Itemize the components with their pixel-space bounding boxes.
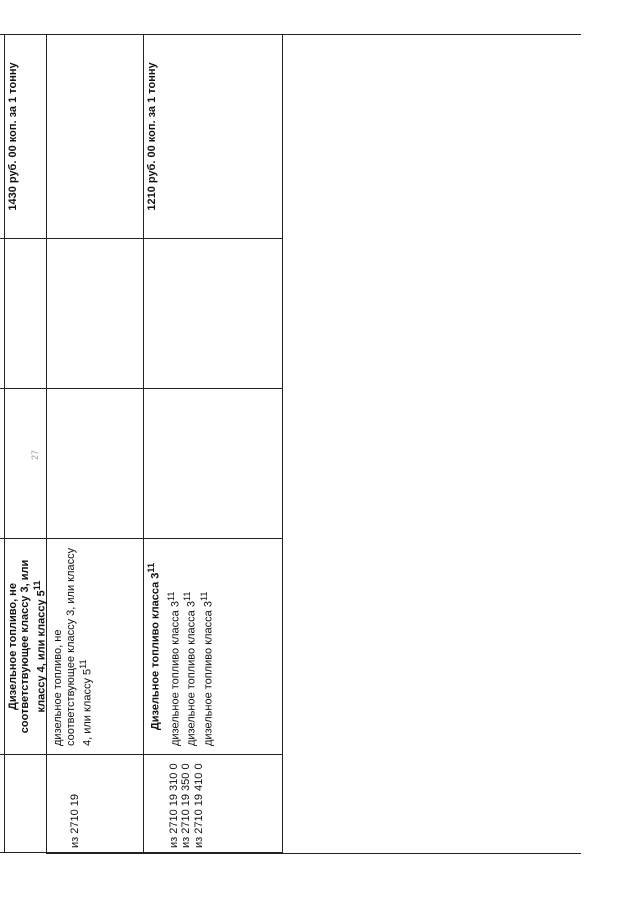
footnote-ref: 11 [166,591,177,602]
product-item: дизельное топливо, не соответствующее классу 3, или классу 4, или классу $5^{11}$ [52,547,94,746]
tax-rate-table [0,34,283,853]
rate-cell [143,389,282,539]
table-row [4,35,143,853]
rate-value: 1210 руб. 00 коп. за 1 тонну [145,62,158,211]
category-title: Дизельное топливо класса $3^{11}$ [145,562,162,731]
category-title: Дизельное топливо, не соответствующее классу 3, или классу 4, или классу $5^{11}$ [6,559,48,734]
description-cell [4,539,143,755]
rate-cell [4,239,143,389]
rate-cell [4,35,143,239]
rate-cell [143,35,282,239]
document-sheet [6,34,581,854]
code-cell [4,755,143,853]
footnote-ref: 11 [32,580,43,591]
rate-cell [4,389,143,539]
table-row [143,35,282,853]
footnote-ref: 11 [77,659,88,669]
rate-cell [143,239,282,389]
footnote-ref: 11 [198,591,209,602]
tn-ved-code: из 2710 19 [68,793,81,848]
page-number: 27 [30,449,40,460]
tn-ved-code: из 2710 19 310 0 [167,763,180,848]
product-item: дизельное топливо класса $3^{11}$ [198,591,215,746]
footnote-ref: 11 [182,591,193,602]
footnote-ref: 11 [145,562,156,573]
tn-ved-code: из 2710 19 410 0 [193,763,206,848]
product-item: дизельное топливо класса $3^{11}$ [182,591,199,746]
rate-value: 1430 руб. 00 коп. за 1 тонну [6,62,19,211]
product-item [0,543,2,750]
tn-ved-code: из 2710 19 350 0 [180,763,193,848]
code-cell [143,755,282,853]
code-list [7,759,82,848]
code-list [146,759,206,848]
product-item: дизельное топливо класса $3^{11}$ [166,591,182,746]
description-cell [143,539,282,755]
rotated-table-wrapper [0,35,215,853]
